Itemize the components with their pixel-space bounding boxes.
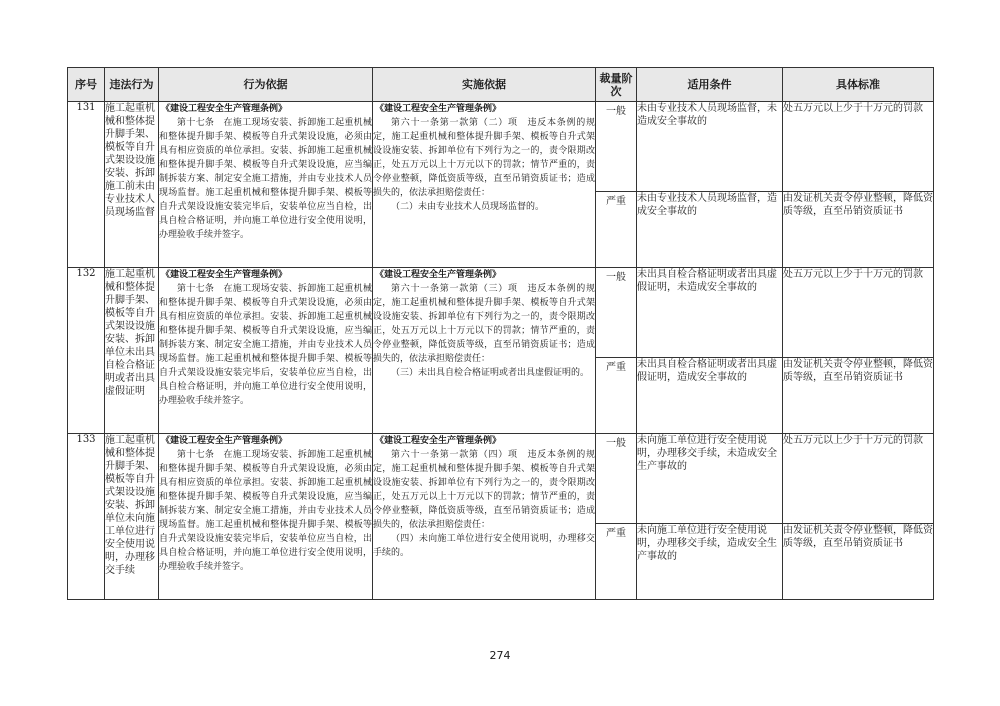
standard-general: 处五万元以上少于十万元的罚款 xyxy=(783,434,934,524)
table-row xyxy=(68,268,934,358)
standard-serious: 由发证机关责令停业整顿，降低资质等级，直至吊销资质证书 xyxy=(783,358,934,434)
basis-article: 第十七条 在施工现场安装、拆卸施工起重机械和整体提升脚手架、模板等自升式架设设施，必须由具有相应资质的单位承担。安装、拆卸施工起重机械和整体提升脚手架、模板等自升式架设设施，应当编制拆装方案、制定安全施工措施，并由专业技术人员现场监督。施工起重机械和整体提升脚手架、模板等自升式架设设施安装完毕后，安装单位应当自检，出具自检合格证明，并向施工单位进行安全使用说明，办理验收手续并签字。 xyxy=(159,450,372,572)
condition-general: 未出具自检合格证明或者出具虚假证明，未造成安全事故的 xyxy=(637,268,783,358)
level-general: 一般 xyxy=(596,268,637,358)
impl-law-title: 《建设工程安全生产管理条例》 xyxy=(375,270,502,280)
table-row xyxy=(68,434,934,524)
header-row xyxy=(68,68,934,102)
row-basis xyxy=(159,102,373,268)
condition-general: 未向施工单位进行安全使用说明，办理移交手续，未造成安全生产事故的 xyxy=(637,434,783,524)
level-general: 一般 xyxy=(596,102,637,192)
basis-article: 第十七条 在施工现场安装、拆卸施工起重机械和整体提升脚手架、模板等自升式架设设施，必须由具有相应资质的单位承担。安装、拆卸施工起重机械和整体提升脚手架、模板等自升式架设设施，应当编制拆装方案、制定安全施工措施，并由专业技术人员现场监督。施工起重机械和整体提升脚手架、模板等自升式架设设施安装完毕后，安装单位应当自检，出具自检合格证明，并向施工单位进行安全使用说明，办理验收手续并签字。 xyxy=(159,118,372,240)
level-general: 一般 xyxy=(596,434,637,524)
impl-item: （二）未由专业技术人员现场监督的。 xyxy=(391,202,545,212)
condition-serious: 未由专业技术人员现场监督，造成安全事故的 xyxy=(637,192,783,268)
row-implementation xyxy=(373,268,596,434)
level-serious: 严重 xyxy=(596,358,637,434)
row-basis xyxy=(159,268,373,434)
row-basis xyxy=(159,434,373,600)
basis-law-title: 《建设工程安全生产管理条例》 xyxy=(161,104,288,114)
level-serious: 严重 xyxy=(596,524,637,600)
standard-serious: 由发证机关责令停业整顿，降低资质等级，直至吊销资质证书 xyxy=(783,192,934,268)
row-seq: 133 xyxy=(68,434,105,600)
header-basis: 行为依据 xyxy=(159,68,373,102)
row-violation: 施工起重机械和整体提升脚手架、模板等自升式架设设施安装、拆卸单位未向施工单位进行安全使用说明，办理移交手续 xyxy=(105,434,159,600)
row-seq: 131 xyxy=(68,102,105,268)
table-row xyxy=(68,102,934,192)
row-violation: 施工起重机械和整体提升脚手架、模板等自升式架设设施安装、拆卸施工前未由专业技术人员现场监督 xyxy=(105,102,159,268)
basis-law-title: 《建设工程安全生产管理条例》 xyxy=(161,270,288,280)
impl-law-title: 《建设工程安全生产管理条例》 xyxy=(375,104,502,114)
standard-serious: 由发证机关责令停业整顿，降低资质等级，直至吊销资质证书 xyxy=(783,524,934,600)
header-seq: 序号 xyxy=(68,68,105,102)
impl-article: 第六十一条第一款第（三）项 违反本条例的规定，施工起重机械和整体提升脚手架、模板等自升式架设设施安装、拆卸单位有下列行为之一的，责令限期改正，处五万元以上十万元以下的罚款；情节严重的，责令停业整顿，降低资质等级，直至吊销资质证书；造成损失的，依法承担赔偿责任： xyxy=(373,284,595,364)
impl-article: 第六十一条第一款第（四）项 违反本条例的规定，施工起重机械和整体提升脚手架、模板等自升式架设设施安装、拆卸单位有下列行为之一的，责令限期改正，处五万元以上十万元以下的罚款；情节严重的，责令停业整顿，降低资质等级，直至吊销资质证书；造成损失的，依法承担赔偿责任： xyxy=(373,450,595,530)
row-violation: 施工起重机械和整体提升脚手架、模板等自升式架设设施安装、拆卸单位未出具自检合格证明或者出具虚假证明 xyxy=(105,268,159,434)
impl-item: （三）未出具自检合格证明或者出具虚假证明的。 xyxy=(391,368,590,378)
header-cond: 适用条件 xyxy=(637,68,783,102)
impl-article: 第六十一条第一款第（二）项 违反本条例的规定，施工起重机械和整体提升脚手架、模板等自升式架设设施安装、拆卸单位有下列行为之一的，责令限期改正，处五万元以上十万元以下的罚款；情节严重的，责令停业整顿，降低资质等级，直至吊销资质证书；造成损失的，依法承担赔偿责任： xyxy=(373,118,595,198)
header-level: 裁量阶次 xyxy=(596,68,637,102)
regulation-table xyxy=(67,67,934,600)
condition-serious: 未出具自检合格证明或者出具虚假证明，造成安全事故的 xyxy=(637,358,783,434)
page-number: 274 xyxy=(489,649,511,662)
condition-serious: 未向施工单位进行安全使用说明，办理移交手续，造成安全生产事故的 xyxy=(637,524,783,600)
row-implementation xyxy=(373,434,596,600)
header-impl: 实施依据 xyxy=(373,68,596,102)
impl-item: （四）未向施工单位进行安全使用说明，办理移交手续的。 xyxy=(373,534,595,558)
impl-law-title: 《建设工程安全生产管理条例》 xyxy=(375,436,502,446)
standard-general: 处五万元以上少于十万元的罚款 xyxy=(783,102,934,192)
basis-law-title: 《建设工程安全生产管理条例》 xyxy=(161,436,288,446)
standard-general: 处五万元以上少于十万元的罚款 xyxy=(783,268,934,358)
header-std: 具体标准 xyxy=(783,68,934,102)
row-seq: 132 xyxy=(68,268,105,434)
level-serious: 严重 xyxy=(596,192,637,268)
header-act: 违法行为 xyxy=(105,68,159,102)
row-implementation xyxy=(373,102,596,268)
basis-article: 第十七条 在施工现场安装、拆卸施工起重机械和整体提升脚手架、模板等自升式架设设施，必须由具有相应资质的单位承担。安装、拆卸施工起重机械和整体提升脚手架、模板等自升式架设设施，应当编制拆装方案、制定安全施工措施，并由专业技术人员现场监督。施工起重机械和整体提升脚手架、模板等自升式架设设施安装完毕后，安装单位应当自检，出具自检合格证明，并向施工单位进行安全使用说明，办理验收手续并签字。 xyxy=(159,284,372,406)
condition-general: 未由专业技术人员现场监督，未造成安全事故的 xyxy=(637,102,783,192)
